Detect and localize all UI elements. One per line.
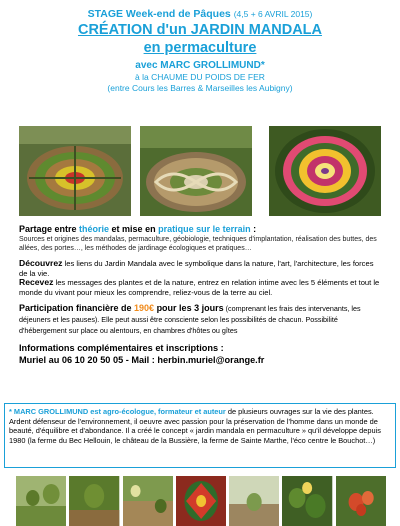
location-line: à la CHAUME DU POIDS DE FER: [135, 72, 265, 82]
strip-photo-7: [336, 476, 386, 526]
strip-photo-6: [282, 476, 332, 526]
stage-line: [0, 8, 400, 21]
receive-paragraph: [19, 278, 383, 297]
discover-keyword: Découvrez: [19, 258, 63, 268]
strip-photo-4-mandala-drawing: [176, 476, 226, 526]
section-sharing-heading: [19, 224, 383, 235]
main-content: [19, 224, 383, 366]
financial-days: pour les 3 jours: [154, 303, 224, 314]
sharing-lead-3: :: [250, 224, 257, 234]
between-line: (entre Cours les Barres & Marseilles les Aubigny): [107, 83, 293, 93]
contact-line: Muriel au 06 10 20 50 05 - Mail : herbin.muriel@orange.fr: [19, 355, 265, 366]
photo-strip: [16, 476, 386, 526]
financial-paragraph: [19, 303, 383, 336]
sharing-lead-1: Partage entre: [19, 224, 80, 234]
financial-price: 190€: [134, 303, 155, 314]
instructor-line: avec MARC GROLLIMUND*: [135, 60, 265, 71]
strip-photo-1: [16, 476, 66, 526]
financial-lead: Participation financière de: [19, 303, 135, 314]
section-sharing-text: Sources et origines des mandalas, permaculture, géobiologie, techniques d'implantation, réalisation des buttes, des allées, des portes…, les méthodes de jardinage écologiques et pratiques…: [19, 236, 377, 252]
strip-photo-2: [69, 476, 119, 526]
title-line-1: CRÉATION d'un JARDIN MANDALA: [77, 22, 323, 38]
strip-photo-3: [123, 476, 173, 526]
photo-mandala-garden-3: [269, 126, 381, 216]
title-line-2: en permaculture: [143, 40, 257, 56]
receive-keyword: Recevez: [19, 277, 54, 288]
photo-mandala-garden-1: [19, 126, 131, 216]
financial-detail: (comprenant les frais des intervenants, les déjeuners et les pauses). Elle peut aussi être consciente selon les possibilités de chacun. Possibilité d'hébergement sur place ou alentours, en chambres d'hôtes ou gîtes: [19, 304, 361, 336]
strip-photo-5: [229, 476, 279, 526]
section-discover: [19, 259, 383, 297]
section-sharing: [19, 224, 383, 253]
photo-mandala-garden-2: [140, 126, 252, 216]
sharing-practice: pratique sur le terrain: [158, 224, 251, 234]
section-financial: [19, 303, 383, 336]
sharing-lead-2: et mise en: [109, 224, 159, 234]
poster-header: [0, 8, 400, 94]
info-title: Informations complémentaires et inscriptions :: [19, 343, 224, 354]
stage-label: STAGE Week-end de Pâques: [87, 8, 231, 20]
discover-text: les liens du Jardin Mandala avec le symbolique dans la nature, l'art, l'architecture, les forces de la vie.: [19, 259, 374, 278]
discover-paragraph: [19, 259, 383, 278]
bio-text: de plusieurs ouvrages sur la vie des plantes. Ardent défenseur de l'environnement, il oeuvre avec passion pour la préservation de l'homme dans un monde de beauté, d'équilibre et d'abondance. Il a créé le concept « jardin mandala en permaculture » qu'il développe depuis 1980 (la ferme du Bec Hellouin, le château de la Bussière, la ferme de Sainte Marthe, l'éco centre le Bouchot…): [9, 407, 381, 445]
stage-dates: (4,5 + 6 AVRIL 2015): [233, 9, 313, 19]
sharing-theory: théorie: [79, 224, 110, 234]
bio-accent: * MARC GROLLIMUND est agro-écologue, formateur et auteur: [9, 407, 226, 416]
bio-box: [4, 403, 396, 468]
receive-text: les messages des plantes et de la nature, entrez en relation intime avec les 5 éléments et tout le monde du vivant pour mieux les comprendre, reliez-vous de la terre au ciel.: [19, 278, 380, 297]
